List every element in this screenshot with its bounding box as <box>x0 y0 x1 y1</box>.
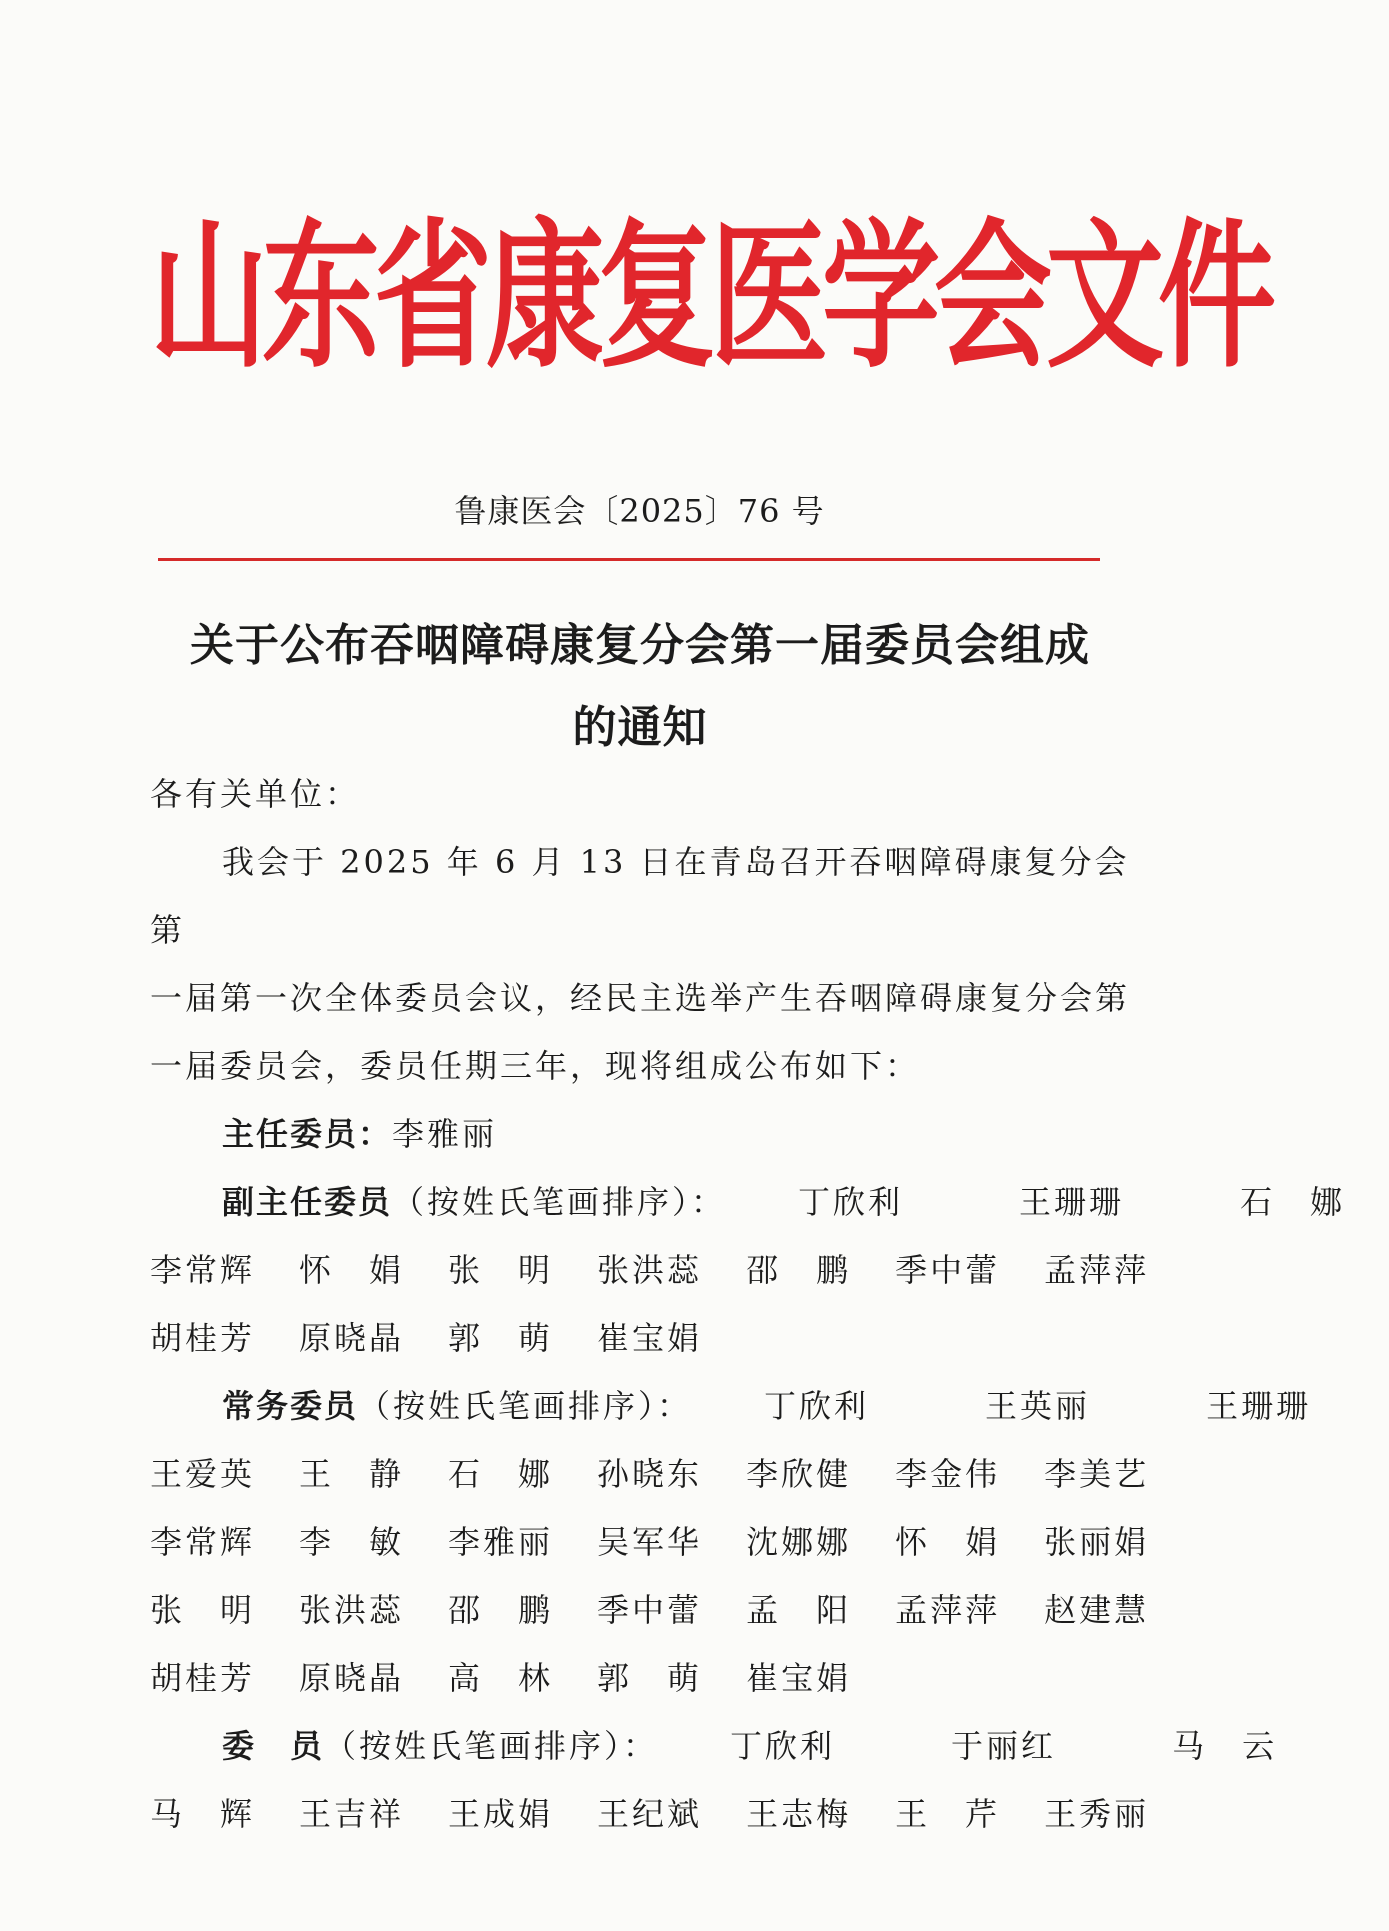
name-item: 王英丽 <box>985 1387 1091 1425</box>
standing-note: （按姓氏笔画排序）： <box>358 1387 693 1425</box>
name-item: 张 明 <box>448 1251 554 1289</box>
intro-line-3: 一届委员会，委员任期三年，现将组成公布如下： <box>150 1047 921 1085</box>
vice-chairs-section <box>150 1168 1346 1372</box>
name-item: 王秀丽 <box>1044 1795 1150 1833</box>
document-number: 鲁康医会〔2025〕76 号 <box>454 492 825 530</box>
vice-chairs-note: （按姓氏笔画排序）： <box>392 1183 727 1221</box>
notice-body <box>150 760 1346 1848</box>
chair-name: 李雅丽 <box>392 1115 498 1153</box>
names-row <box>150 1304 1130 1372</box>
name-item: 石 娜 <box>1240 1183 1346 1221</box>
name-item: 王 芹 <box>895 1795 1001 1833</box>
name-item: 李 敏 <box>299 1523 405 1561</box>
name-item: 崔宝娟 <box>746 1659 852 1697</box>
name-item: 孟 阳 <box>746 1591 852 1629</box>
name-item: 孟萍萍 <box>1044 1251 1150 1289</box>
name-item: 李美艺 <box>1044 1455 1150 1493</box>
salutation: 各有关单位： <box>150 775 361 813</box>
members-first-line <box>150 1712 1278 1780</box>
members-note: （按姓氏笔画排序）： <box>324 1727 659 1765</box>
name-item: 石 娜 <box>448 1455 554 1493</box>
members-section <box>150 1712 1278 1848</box>
name-item: 张丽娟 <box>1044 1523 1150 1561</box>
name-item: 郭 萌 <box>597 1659 703 1697</box>
vice-chairs-first-line <box>150 1168 1346 1236</box>
name-item: 胡桂芳 <box>150 1659 256 1697</box>
name-item: 王 静 <box>299 1455 405 1493</box>
letterhead-title: 山东省康复医学会文件 <box>150 203 1271 390</box>
members-label: 委 员 <box>222 1727 325 1765</box>
name-item: 王爱英 <box>150 1455 256 1493</box>
names-row <box>150 1576 1150 1644</box>
intro-line-2: 一届第一次全体委员会议，经民主选举产生吞咽障碍康复分会第 <box>150 979 1131 1017</box>
name-item: 吴军华 <box>597 1523 703 1561</box>
chair-colon: ： <box>358 1115 393 1153</box>
intro-line-1: 我会于 2025 年 6 月 13 日在青岛召开吞咽障碍康复分会第 <box>150 843 1130 949</box>
names-row <box>150 1508 1150 1576</box>
chair-line <box>150 1100 1130 1168</box>
name-item: 季中蕾 <box>895 1251 1001 1289</box>
name-item: 孟萍萍 <box>895 1591 1001 1629</box>
names-row <box>150 1236 1150 1304</box>
name-item: 王珊珊 <box>1206 1387 1312 1425</box>
names-row <box>150 1780 1150 1848</box>
notice-title <box>150 605 1130 769</box>
name-item: 赵建慧 <box>1044 1591 1150 1629</box>
name-item: 高 林 <box>448 1659 554 1697</box>
name-item: 怀 娟 <box>299 1251 405 1289</box>
name-item: 李常辉 <box>150 1523 256 1561</box>
name-item: 孙晓东 <box>597 1455 703 1493</box>
name-item: 邵 鹏 <box>746 1251 852 1289</box>
chair-label: 主任委员 <box>222 1115 359 1153</box>
name-item: 崔宝娟 <box>597 1319 703 1357</box>
notice-title-line-2: 的通知 <box>572 702 708 753</box>
name-item: 丁欣利 <box>730 1727 836 1765</box>
name-item: 原晓晶 <box>299 1659 405 1697</box>
standing-first-line <box>150 1372 1312 1440</box>
name-item: 李欣健 <box>746 1455 852 1493</box>
standing-members-section <box>150 1372 1312 1712</box>
name-item: 原晓晶 <box>299 1319 405 1357</box>
name-item: 于丽红 <box>951 1727 1057 1765</box>
standing-label: 常务委员 <box>222 1387 359 1425</box>
name-item: 王志梅 <box>746 1795 852 1833</box>
name-item: 王纪斌 <box>597 1795 703 1833</box>
name-item: 沈娜娜 <box>746 1523 852 1561</box>
name-item: 张 明 <box>150 1591 256 1629</box>
name-item: 郭 萌 <box>448 1319 554 1357</box>
name-item: 怀 娟 <box>895 1523 1001 1561</box>
name-item: 丁欣利 <box>764 1387 870 1425</box>
name-item: 李常辉 <box>150 1251 256 1289</box>
name-item: 张洪蕊 <box>597 1251 703 1289</box>
name-item: 张洪蕊 <box>299 1591 405 1629</box>
name-item: 丁欣利 <box>798 1183 904 1221</box>
name-item: 王成娟 <box>448 1795 554 1833</box>
name-item: 胡桂芳 <box>150 1319 256 1357</box>
name-item: 邵 鹏 <box>448 1591 554 1629</box>
name-item: 马 云 <box>1172 1727 1278 1765</box>
red-divider-line <box>158 558 1100 561</box>
names-row <box>150 1440 1150 1508</box>
notice-title-line-1: 关于公布吞咽障碍康复分会第一届委员会组成 <box>190 620 1090 671</box>
name-item: 李雅丽 <box>448 1523 554 1561</box>
name-item: 马 辉 <box>150 1795 256 1833</box>
name-item: 王吉祥 <box>299 1795 405 1833</box>
vice-chairs-label: 副主任委员 <box>222 1183 393 1221</box>
name-item: 王珊珊 <box>1019 1183 1125 1221</box>
name-item: 李金伟 <box>895 1455 1001 1493</box>
name-item: 季中蕾 <box>597 1591 703 1629</box>
names-row <box>150 1644 1130 1712</box>
